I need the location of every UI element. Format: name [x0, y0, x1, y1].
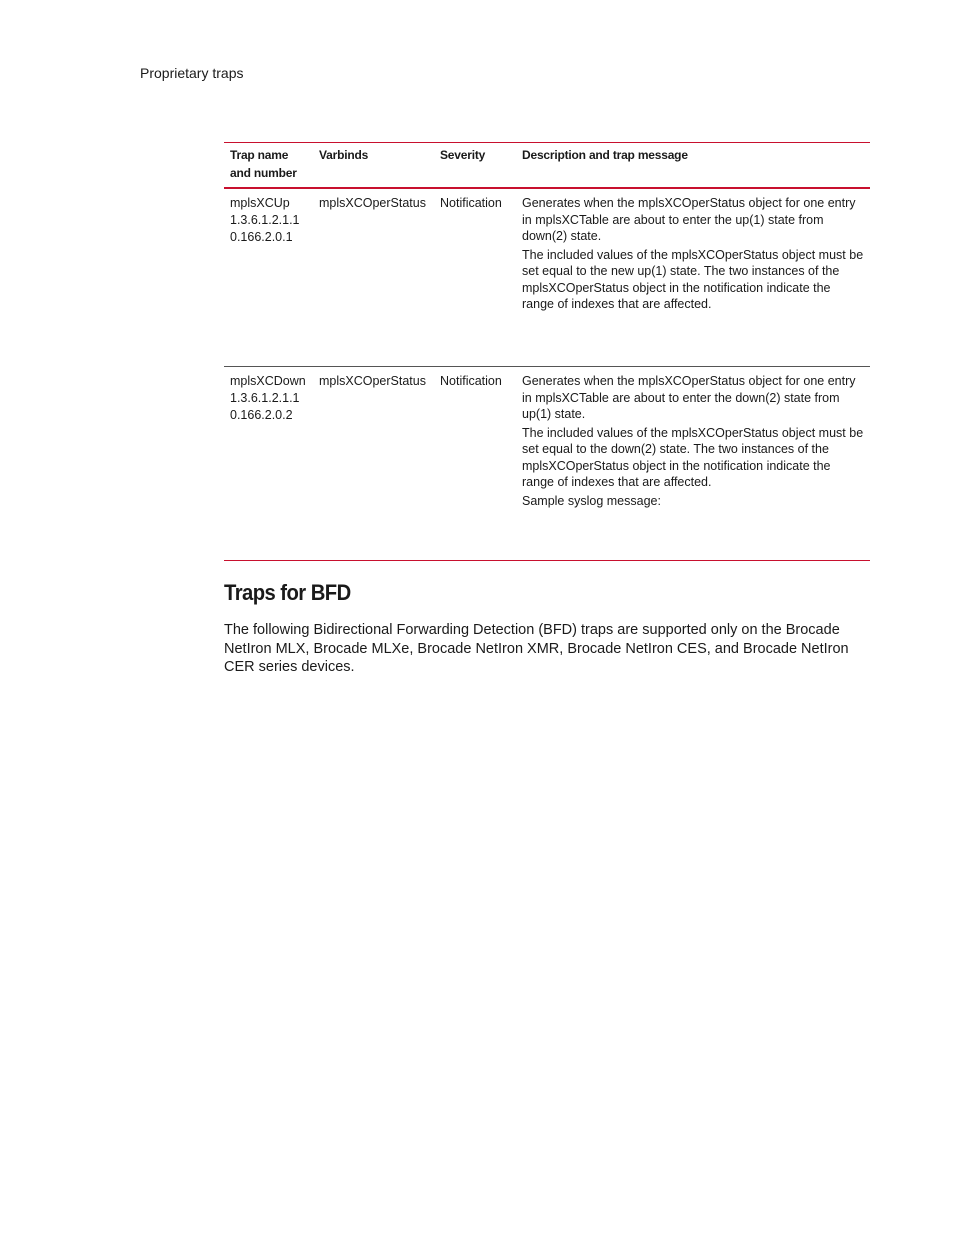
- trap-oid-part: 0.166.2.0.1: [230, 230, 293, 244]
- varbinds-cell: mplsXCOperStatus: [319, 196, 426, 210]
- trap-name-cell: [230, 373, 314, 424]
- description-cell: [522, 373, 864, 511]
- description-paragraph: The included values of the mplsXCOperStatus object must be set equal to the new up(1) state. The two instances of the mplsXCOperStatus object in the notification indicate the range of indexes that are affected.: [522, 247, 864, 311]
- severity-cell: Notification: [440, 374, 502, 388]
- table-row: [224, 189, 870, 367]
- description-paragraph: Generates when the mplsXCOperStatus object for one entry in mplsXCTable are about to enter the up(1) state from down(2) state.: [522, 196, 856, 243]
- description-paragraph: Sample syslog message:: [522, 493, 661, 508]
- description-paragraph: The included values of the mplsXCOperStatus object must be set equal to the down(2) state. The two instances of the mplsXCOperStatus object in the notification indicate the range of indexes that are affected.: [522, 425, 864, 489]
- table-row: [224, 367, 870, 561]
- trap-oid-part: 1.3.6.1.2.1.1: [230, 391, 300, 405]
- varbinds-cell: mplsXCOperStatus: [319, 374, 426, 388]
- description-cell: [522, 195, 864, 315]
- column-header-trap-name: Trap name and number: [230, 148, 297, 180]
- running-header: Proprietary traps: [140, 65, 244, 81]
- section-heading: Traps for BFD: [224, 580, 351, 605]
- column-header-severity: Severity: [440, 148, 486, 162]
- severity-cell: Notification: [440, 196, 502, 210]
- column-header-varbinds: Varbinds: [319, 148, 369, 162]
- trap-name-cell: [230, 195, 314, 246]
- trap-oid-part: 0.166.2.0.2: [230, 408, 293, 422]
- section-body-text: The following Bidirectional Forwarding Detection (BFD) traps are supported only on the Brocade NetIron MLX, Brocade MLXe, Brocade NetIron XMR, Brocade NetIron CES, and Brocade NetIron CER series devices.: [224, 622, 849, 675]
- trap-name: mplsXCDown: [230, 374, 306, 388]
- trap-oid-part: 1.3.6.1.2.1.1: [230, 213, 300, 227]
- trap-name: mplsXCUp: [230, 196, 290, 210]
- table-header-row: [224, 142, 870, 189]
- column-header-description: Description and trap message: [522, 148, 688, 162]
- description-paragraph: Generates when the mplsXCOperStatus object for one entry in mplsXCTable are about to enter the down(2) state from up(1) state.: [522, 374, 856, 421]
- trap-table: [224, 142, 870, 561]
